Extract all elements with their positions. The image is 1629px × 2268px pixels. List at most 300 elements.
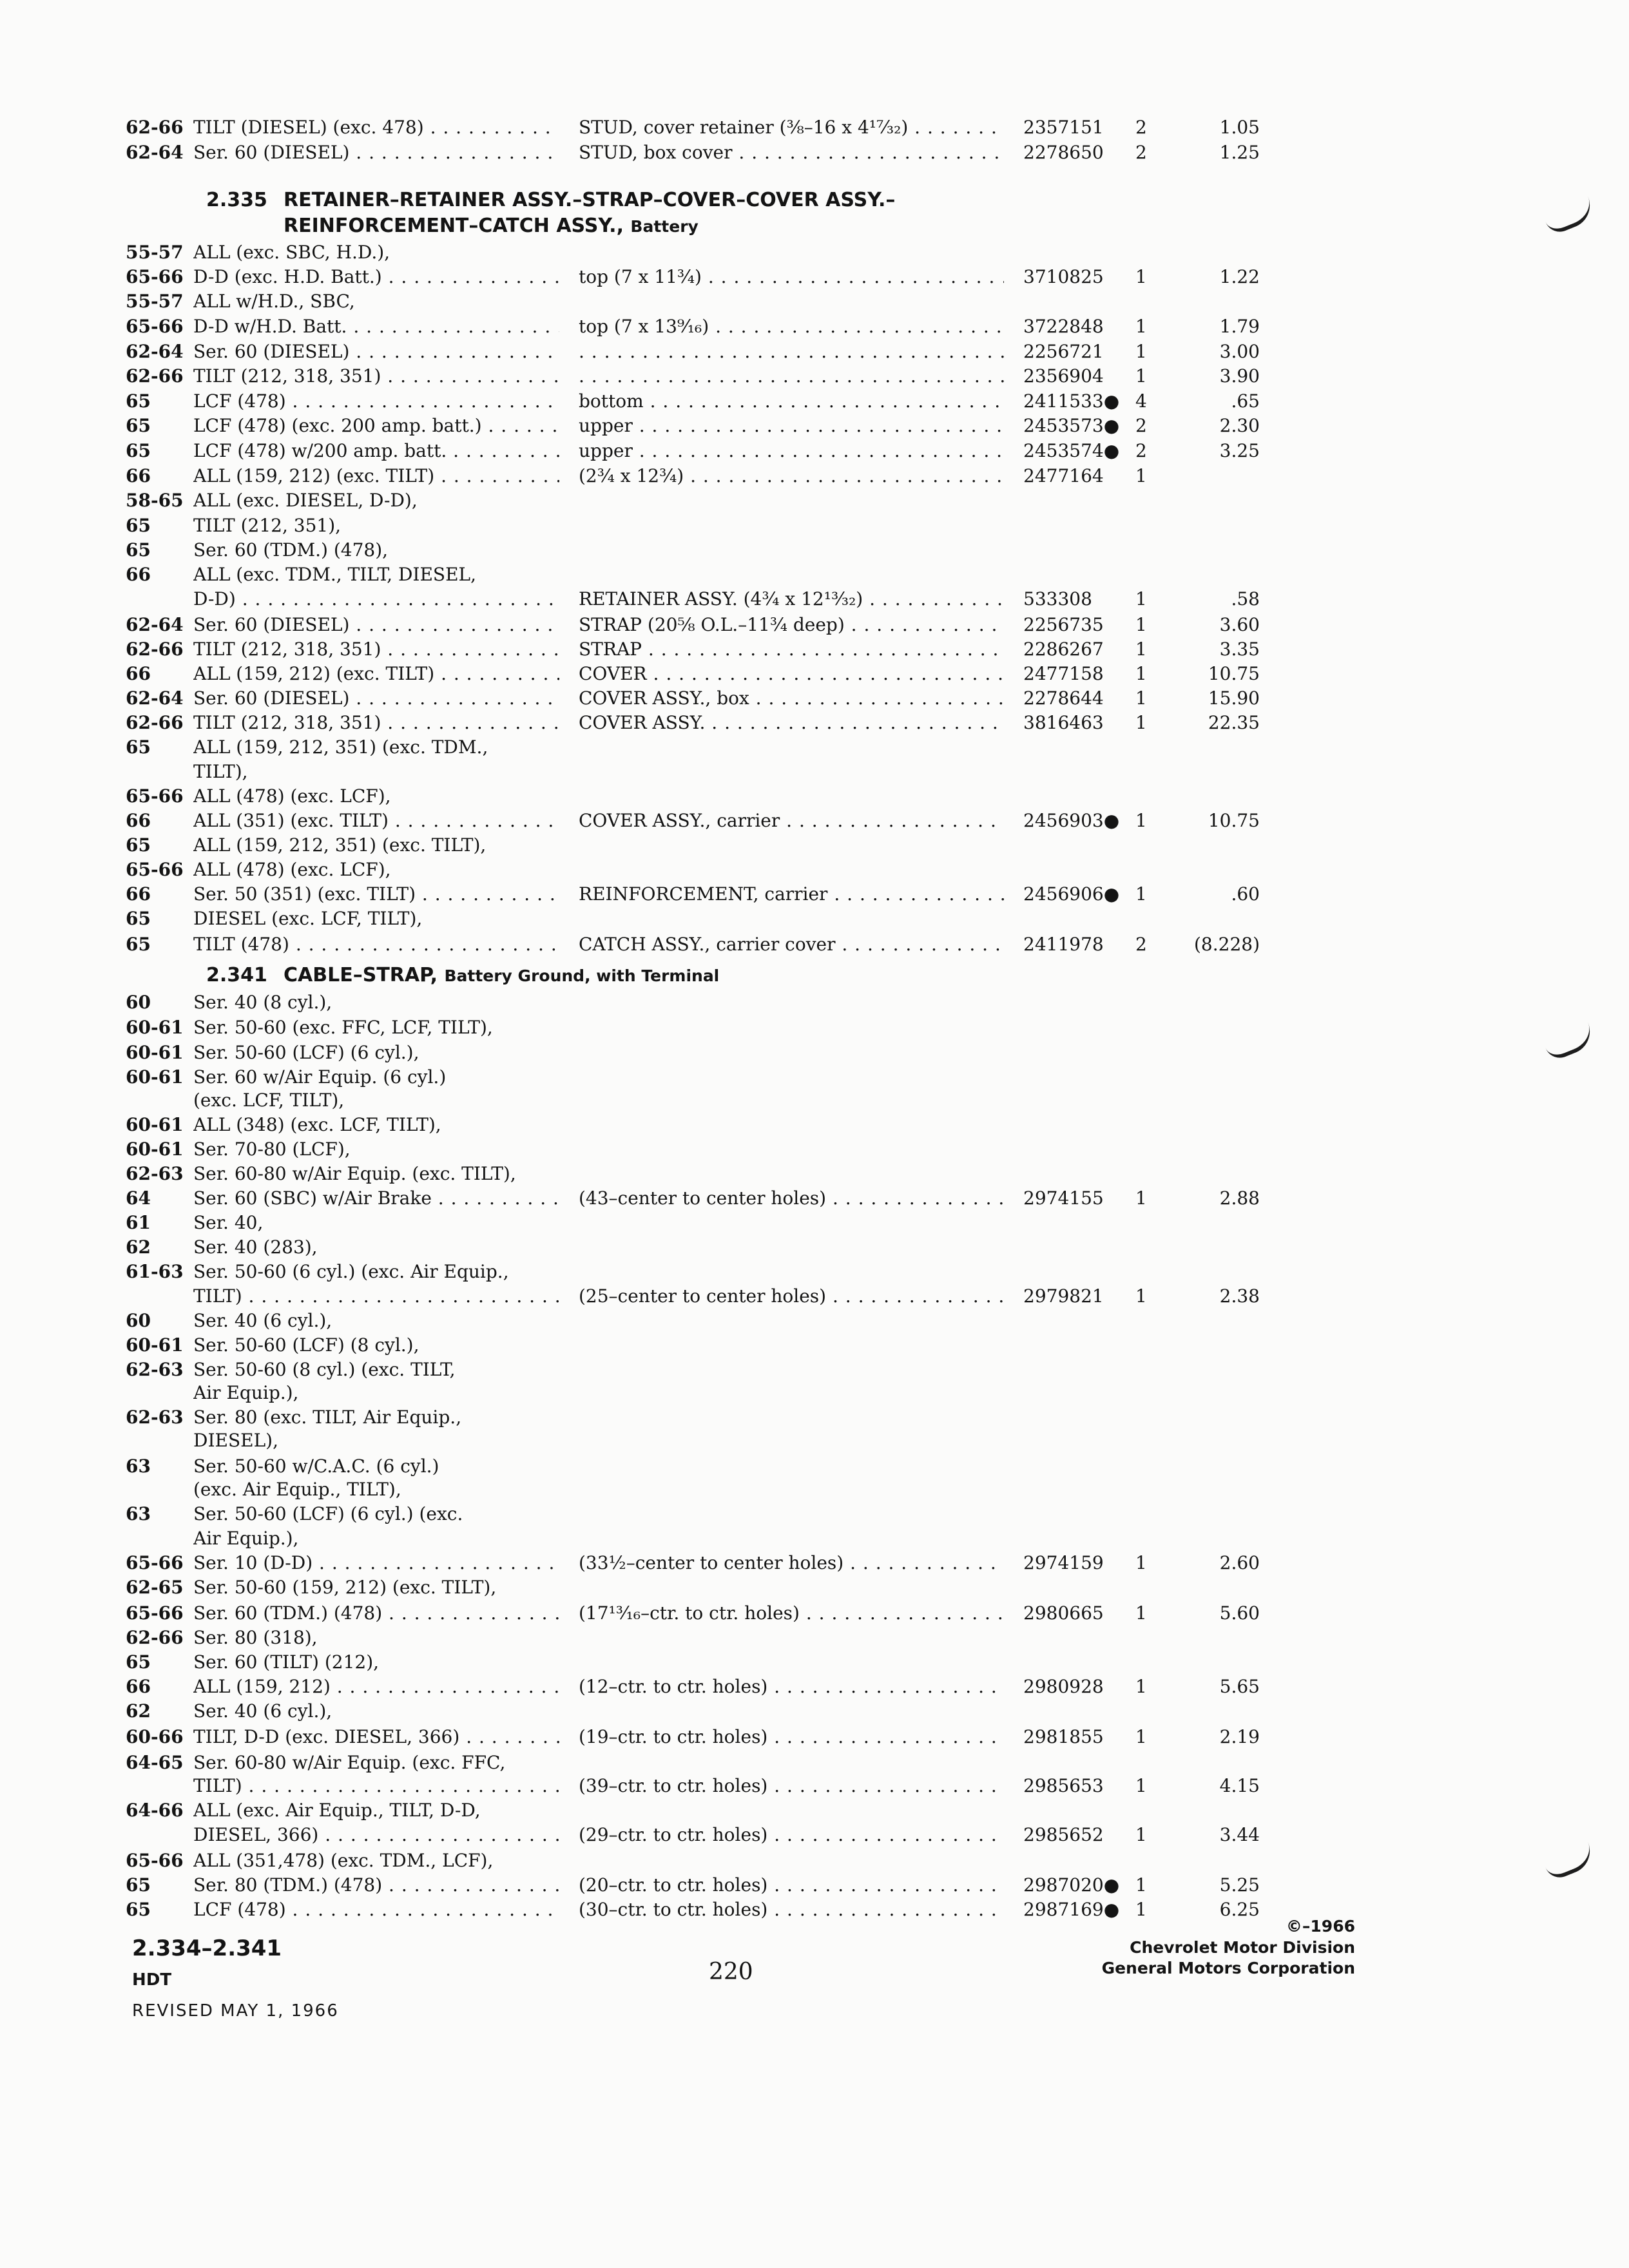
table-row [0,438,1629,464]
row-part-number: 2981855 [1023,1726,1104,1747]
row-year: 60 [126,992,151,1013]
row-application: TILT (478) . . . [193,932,559,957]
row-application: ALL (exc. DIESEL, D-D), [193,490,418,511]
row-application: ALL (exc. TDM., TILT, DIESEL, [193,564,477,585]
row-year: 66 [126,1676,151,1697]
table-row [0,808,1629,834]
row-year: 62-63 [126,1359,184,1380]
row-year: 65 [126,1899,151,1920]
table-row [0,513,1629,539]
row-application: Ser. 60-80 w/Air Equip. (exc. FFC, [193,1752,506,1773]
row-application: Ser. 60 (SBC) w/Air Brake . . . [193,1186,559,1211]
heading-line-1-suffix: Battery Ground, with Terminal [444,966,720,985]
table-row [0,1186,1629,1211]
table-row [0,115,1629,140]
row-year: 63 [126,1503,151,1524]
row-year: 65 [126,908,151,929]
table-row [0,240,1629,265]
table-row [0,363,1629,389]
row-part-number: 3710825 [1023,266,1104,287]
row-year: 60-61 [126,1042,184,1063]
row-price: .58 [1231,588,1260,610]
row-price: 5.65 [1219,1676,1260,1697]
row-description: CATCH ASSY., carrier cover . . . [579,932,1004,957]
table-row [0,1477,1629,1503]
table-row [0,637,1629,662]
table-row [0,686,1629,711]
row-quantity: 2 [1135,142,1147,163]
row-year: 65 [126,1651,151,1673]
row-year: 65 [126,415,151,436]
row-description: COVER . . . [579,661,1004,687]
table-row [0,612,1629,638]
row-year: 65-66 [126,785,184,807]
table-row [0,881,1629,907]
table-row [0,562,1629,588]
row-part-number: 2456906● [1023,883,1120,905]
row-description: bottom . . . [579,389,1004,414]
table-row [0,1698,1629,1724]
row-application: Ser. 50-60 (159, 212) (exc. TILT), [193,1577,497,1598]
row-quantity: 1 [1135,639,1147,660]
row-part-number: 2411533● [1023,390,1120,412]
row-year: 60-61 [126,1017,184,1038]
row-part-number: 2411978 [1023,934,1104,955]
table-row [0,389,1629,414]
row-quantity: 1 [1135,712,1147,733]
row-year: 60-61 [126,1139,184,1160]
row-year: 62-63 [126,1407,184,1428]
row-application: Ser. 40 (6 cyl.), [193,1310,333,1331]
row-application: ALL (478) (exc. LCF), [193,859,391,880]
row-price: 3.00 [1219,341,1260,362]
row-description: (2¾ x 12¾) . . . [579,463,1004,489]
row-price: 5.25 [1219,1874,1260,1896]
row-quantity: 1 [1135,1602,1147,1624]
row-price: 5.60 [1219,1602,1260,1624]
row-description: (19–ctr. to ctr. holes) . . . [579,1724,1004,1750]
row-year: 66 [126,465,151,486]
table-row [0,932,1629,957]
row-price: 1.25 [1219,142,1260,163]
heading-line-2-suffix: Battery [630,217,699,236]
row-application: D-D (exc. H.D. Batt.) . . . [193,264,559,290]
row-description: STRAP . . . [579,637,1004,662]
row-year: 66 [126,663,151,684]
row-year: 62-64 [126,142,184,163]
row-price: 3.25 [1219,440,1260,461]
table-row [0,1872,1629,1898]
row-quantity: 1 [1135,1874,1147,1896]
row-year: 65-66 [126,859,184,880]
row-year: 66 [126,564,151,585]
table-row [0,857,1629,883]
row-year: 62-66 [126,1627,184,1648]
table-row [0,1724,1629,1750]
row-application: (exc. Air Equip., TILT), [193,1479,401,1500]
row-application: Ser. 50-60 w/C.A.C. (6 cyl.) [193,1456,439,1477]
table-row [0,1822,1629,1848]
table-row [0,289,1629,314]
table-row [0,1575,1629,1600]
row-description: (20–ctr. to ctr. holes) . . . [579,1872,1004,1898]
row-application: ALL (351) (exc. TILT) . . . [193,808,559,834]
row-application: DIESEL (exc. LCF, TILT), [193,908,423,929]
heading-line-1 [284,963,719,988]
row-quantity: 1 [1135,614,1147,635]
heading-number: 2.335 [206,189,267,211]
row-application: Air Equip.), [193,1382,299,1403]
row-year: 62-66 [126,365,184,387]
row-description: (39–ctr. to ctr. holes) . . . [579,1773,1004,1799]
row-year: 60-61 [126,1114,184,1135]
row-application: Ser. 60 (TDM.) (478) . . . [193,1600,559,1626]
row-part-number: 2256735 [1023,614,1104,635]
row-price: 22.35 [1208,712,1260,733]
row-quantity: 1 [1135,316,1147,337]
table-row [0,314,1629,340]
row-application: Ser. 60 (DIESEL) . . . [193,339,559,365]
row-description: STUD, cover retainer (⅜–16 x 4¹⁷⁄₃₂) . . . [579,115,1004,140]
row-quantity: 1 [1135,1899,1147,1920]
table-row [0,1332,1629,1358]
table-row [0,1848,1629,1874]
table-row [0,1454,1629,1479]
row-part-number: 2987020● [1023,1874,1120,1896]
row-year: 62 [126,1236,151,1258]
row-description: RETAINER ASSY. (4¾ x 12¹³⁄₃₂) . . . [579,586,1004,612]
row-description: STUD, box cover . . . [579,140,1004,166]
row-application: TILT (212, 318, 351) . . . [193,710,559,736]
row-part-number: 2356904 [1023,365,1104,387]
table-row [0,1897,1629,1923]
row-price: 3.60 [1219,614,1260,635]
row-price: 15.90 [1208,687,1260,709]
row-part-number: 3722848 [1023,316,1104,337]
row-application: ALL (159, 212, 351) (exc. TILT), [193,834,487,856]
row-quantity: 1 [1135,687,1147,709]
table-row [0,1798,1629,1823]
row-application: Ser. 60 (DIESEL) . . . [193,686,559,711]
row-part-number: 2477164 [1023,465,1104,486]
table-row [0,339,1629,365]
row-year: 65-66 [126,266,184,287]
table-row [0,735,1629,760]
row-application: LCF (478) . . . [193,389,559,414]
row-quantity: 2 [1135,415,1147,436]
row-quantity: 1 [1135,1824,1147,1845]
table-row [0,1210,1629,1236]
row-application: TILT (212, 351), [193,515,342,536]
row-application: Ser. 60 (TDM.) (478), [193,539,389,561]
row-application: Ser. 50-60 (LCF) (6 cyl.), [193,1042,419,1063]
row-application: Ser. 60-80 w/Air Equip. (exc. TILT), [193,1163,516,1184]
table-row [0,1357,1629,1383]
table-row [0,1259,1629,1285]
row-year: 62-66 [126,639,184,660]
row-application: ALL (351,478) (exc. TDM., LCF), [193,1850,494,1871]
row-quantity: 1 [1135,588,1147,610]
heading-line-2 [284,214,699,239]
row-quantity: 1 [1135,1726,1147,1747]
row-application: D-D) . . . [193,586,559,612]
row-application: ALL (exc. Air Equip., TILT, D-D, [193,1800,481,1821]
table-row [0,1428,1629,1454]
table-row [0,906,1629,932]
row-application: ALL (exc. SBC, H.D.), [193,242,390,263]
row-quantity: 2 [1135,934,1147,955]
row-part-number: 2985653 [1023,1775,1104,1796]
row-description: (12–ctr. to ctr. holes) . . . [579,1674,1004,1700]
row-description: (30–ctr. to ctr. holes) . . . [579,1897,1004,1923]
row-description: top (7 x 11¾) . . . [579,264,1004,290]
heading-line-2-text: REINFORCEMENT–CATCH ASSY., [284,215,624,237]
row-quantity: 1 [1135,810,1147,831]
heading-line-1-text: CABLE–STRAP, [284,964,438,986]
row-year: 60-66 [126,1726,184,1747]
row-application: TILT (DIESEL) (exc. 478) . . . [193,115,559,140]
table-row [0,586,1629,612]
row-description: (17¹³⁄₁₆–ctr. to ctr. holes) . . . [579,1600,1004,1626]
row-year: 65 [126,390,151,412]
row-part-number: 2278644 [1023,687,1104,709]
table-row [0,1015,1629,1041]
copyright: ©–1966 [1286,1917,1355,1936]
row-part-number: 2985652 [1023,1824,1104,1845]
row-year: 64-65 [126,1752,184,1773]
division-name: Chevrolet Motor Division [1130,1938,1355,1957]
table-row [0,832,1629,858]
row-price: 2.88 [1219,1187,1260,1209]
row-year: 66 [126,883,151,905]
table-row [0,1773,1629,1799]
row-part-number: 2987169● [1023,1899,1120,1920]
table-row [0,1112,1629,1138]
table-row [0,1550,1629,1576]
row-price: 10.75 [1208,810,1260,831]
row-application: Ser. 50-60 (8 cyl.) (exc. TILT, [193,1359,456,1380]
row-application: ALL (159, 212) (exc. TILT) . . . [193,463,559,489]
row-price: 6.25 [1219,1899,1260,1920]
row-quantity: 1 [1135,1187,1147,1209]
row-part-number: 2453574● [1023,440,1120,461]
row-price: 1.79 [1219,316,1260,337]
row-application: ALL w/H.D., SBC, [193,291,355,312]
row-part-number: 2256721 [1023,341,1104,362]
row-year: 62-64 [126,341,184,362]
table-row [0,1405,1629,1430]
row-application: Ser. 50-60 (exc. FFC, LCF, TILT), [193,1017,493,1038]
row-application: Ser. 40, [193,1212,264,1233]
row-part-number: 2453573● [1023,415,1120,436]
table-row [0,1137,1629,1162]
table-row [0,1088,1629,1113]
table-row [0,1040,1629,1066]
row-description: (25–center to center holes) . . . [579,1283,1004,1309]
row-quantity: 1 [1135,1676,1147,1697]
row-part-number: 2357151 [1023,117,1104,138]
row-application: Ser. 40 (8 cyl.), [193,992,333,1013]
row-quantity: 2 [1135,117,1147,138]
row-application: Ser. 50-60 (6 cyl.) (exc. Air Equip., [193,1261,509,1282]
row-application: (exc. LCF, TILT), [193,1090,345,1111]
row-application: Ser. 60 w/Air Equip. (6 cyl.) [193,1066,447,1088]
row-application: LCF (478) (exc. 200 amp. batt.) . . . [193,413,559,439]
row-application: DIESEL), [193,1430,278,1451]
row-quantity: 1 [1135,1775,1147,1796]
table-row [0,1674,1629,1700]
table-row [0,1600,1629,1626]
row-part-number: 2980665 [1023,1602,1104,1624]
row-year: 58-65 [126,490,184,511]
row-year: 65-66 [126,316,184,337]
row-application: Ser. 50-60 (LCF) (6 cyl.) (exc. [193,1503,463,1524]
table-row [0,140,1629,166]
row-year: 63 [126,1456,151,1477]
row-description: (43–center to center holes) . . . [579,1186,1004,1211]
row-application: D-D w/H.D. Batt. . . . [193,314,559,340]
table-row [0,413,1629,439]
row-application: Ser. 10 (D-D) . . . [193,1550,559,1576]
row-description: STRAP (20⅝ O.L.–11¾ deep) . . . [579,612,1004,638]
row-year: 65 [126,934,151,955]
row-quantity: 1 [1135,465,1147,486]
row-year: 65 [126,736,151,758]
row-application: TILT) . . . [193,1773,559,1799]
row-application: ALL (159, 212, 351) (exc. TDM., [193,736,488,758]
row-description: COVER ASSY., carrier . . . [579,808,1004,834]
row-application: Ser. 60 (DIESEL) . . . [193,140,559,166]
table-row [0,783,1629,809]
table-row [0,661,1629,687]
row-part-number: 2286267 [1023,639,1104,660]
row-application: TILT (212, 318, 351) . . . [193,363,559,389]
row-price: 10.75 [1208,663,1260,684]
row-part-number: 3816463 [1023,712,1104,733]
row-description: (29–ctr. to ctr. holes) . . . [579,1822,1004,1848]
row-application: Ser. 80 (exc. TILT, Air Equip., [193,1407,462,1428]
row-price: 3.90 [1219,365,1260,387]
row-price: 4.15 [1219,1775,1260,1796]
table-row [0,1161,1629,1187]
row-quantity: 1 [1135,365,1147,387]
row-year: 65 [126,539,151,561]
row-part-number: 2278650 [1023,142,1104,163]
table-row [0,1750,1629,1776]
row-year: 65 [126,515,151,536]
row-year: 65 [126,834,151,856]
table-row [0,537,1629,563]
row-price: 2.19 [1219,1726,1260,1747]
row-year: 55-57 [126,242,184,263]
row-application: Ser. 40 (283), [193,1236,318,1258]
row-description: (33½–center to center holes) . . . [579,1550,1004,1576]
section-range: 2.334–2.341 [132,1936,282,1961]
row-part-number: 2980928 [1023,1676,1104,1697]
row-part-number: 2456903● [1023,810,1120,831]
row-year: 62-64 [126,614,184,635]
table-row [0,463,1629,489]
row-application: LCF (478) w/200 amp. batt. . . . [193,438,559,464]
table-row [0,759,1629,785]
table-row [0,710,1629,736]
row-quantity: 4 [1135,390,1147,412]
row-year: 64 [126,1187,151,1209]
row-application: ALL (348) (exc. LCF, TILT), [193,1114,441,1135]
row-application: Ser. 80 (TDM.) (478) . . . [193,1872,559,1898]
row-application: LCF (478) . . . [193,1897,559,1923]
heading-line-1: RETAINER–RETAINER ASSY.–STRAP–COVER–COVER ASSY.– [284,189,896,211]
row-application: TILT) . . . [193,1283,559,1309]
row-description: REINFORCEMENT, carrier . . . [579,881,1004,907]
row-description: upper . . . [579,438,1004,464]
row-description [579,363,1004,389]
row-description [579,339,1004,365]
row-application: Ser. 80 (318), [193,1627,318,1648]
row-part-number: 2979821 [1023,1285,1104,1307]
row-year: 65 [126,1874,151,1896]
corporation-name: General Motors Corporation [1101,1959,1355,1977]
row-year: 66 [126,810,151,831]
row-year: 62-66 [126,117,184,138]
row-price: 2.60 [1219,1552,1260,1573]
row-part-number: 2974159 [1023,1552,1104,1573]
row-year: 62 [126,1700,151,1722]
table-row [0,1501,1629,1527]
row-year: 64-66 [126,1800,184,1821]
row-application: ALL (159, 212) . . . [193,1674,559,1700]
row-application: DIESEL, 366) . . . [193,1822,559,1848]
row-application: Ser. 60 (TILT) (212), [193,1651,380,1673]
table-row [0,1283,1629,1309]
series-code: HDT [132,1970,172,1990]
row-year: 62-65 [126,1577,184,1598]
table-row [0,488,1629,514]
table-row [0,1625,1629,1651]
table-row [0,1526,1629,1552]
row-description: top (7 x 13⁹⁄₁₆) . . . [579,314,1004,340]
row-quantity: 1 [1135,266,1147,287]
row-description: COVER ASSY. . . . [579,710,1004,736]
row-quantity: 1 [1135,1285,1147,1307]
row-year: 61-63 [126,1261,184,1282]
row-year: 60-61 [126,1066,184,1088]
row-application: Ser. 70-80 (LCF), [193,1139,351,1160]
row-price: 3.35 [1219,639,1260,660]
row-quantity: 2 [1135,440,1147,461]
row-application: Air Equip.), [193,1528,299,1549]
table-row [0,990,1629,1015]
row-price: 2.30 [1219,415,1260,436]
row-price: 3.44 [1219,1824,1260,1845]
row-price: .65 [1231,390,1260,412]
table-row [0,1649,1629,1675]
row-quantity: 1 [1135,883,1147,905]
row-description: upper . . . [579,413,1004,439]
row-application: ALL (159, 212) (exc. TILT) . . . [193,661,559,687]
row-part-number: 2477158 [1023,663,1104,684]
table-row [0,1235,1629,1260]
row-application: Ser. 50 (351) (exc. TILT) . . . [193,881,559,907]
row-year: 62-63 [126,1163,184,1184]
row-year: 65-66 [126,1602,184,1624]
row-year: 65-66 [126,1850,184,1871]
row-price: .60 [1231,883,1260,905]
row-quantity: 1 [1135,341,1147,362]
row-application: TILT), [193,761,248,782]
row-year: 61 [126,1212,151,1233]
table-row [0,1380,1629,1406]
